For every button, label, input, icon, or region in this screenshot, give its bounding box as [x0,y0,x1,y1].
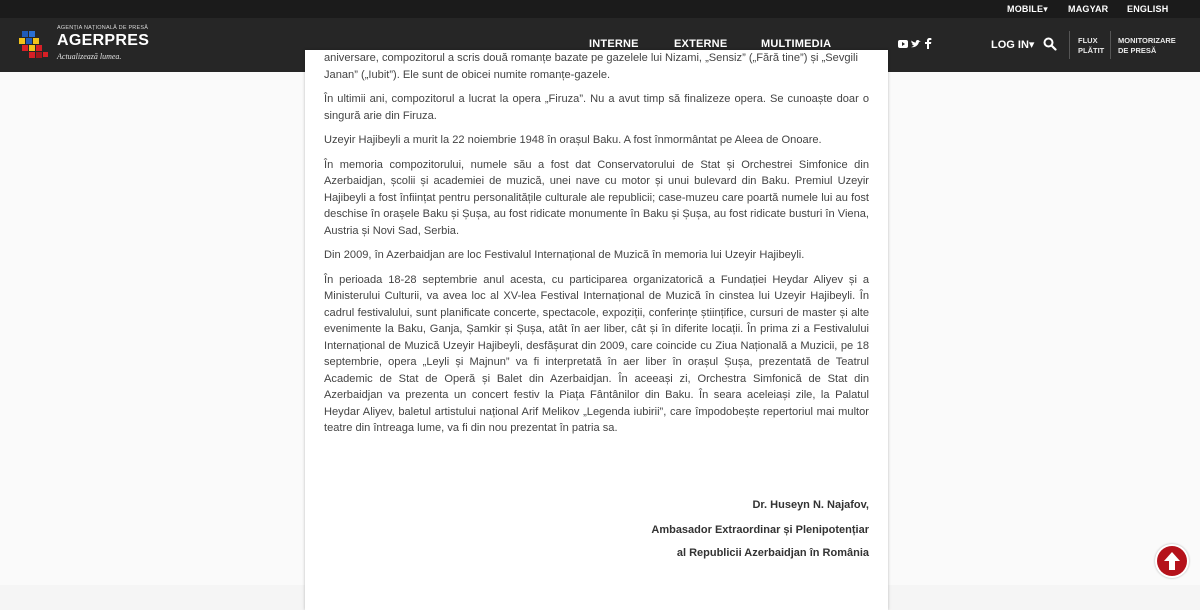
nav-interne[interactable]: INTERNE [589,38,639,50]
monitorizare-line1: MONITORIZARE [1118,36,1176,45]
youtube-icon[interactable] [898,39,908,49]
article-body [324,50,869,445]
top-utility-bar [0,0,1200,18]
monitorizare-line2: DE PRESĂ [1118,46,1157,55]
right-margin [888,72,1200,585]
nav-divider [1110,31,1111,59]
english-link[interactable]: ENGLISH [1127,4,1169,14]
signature-title: Ambasador Extraordinar și Plenipotențiar [651,524,869,536]
search-icon[interactable] [1043,37,1057,51]
flux-platit-line2: PLĂTIT [1078,46,1105,55]
nav-externe[interactable]: EXTERNE [674,38,728,50]
article-paragraph: Din 2009, în Azerbaidjan are loc Festivalul Internațional de Muzică în memoria lui Uzeyir Hajibeyli. [324,249,805,261]
article-cut-line-2: Janan” („Iubit”). Ele sunt de obicei numite romanțe-gazele. [324,68,611,81]
login-menu[interactable]: LOG IN▾ [991,39,1035,51]
logo-agency-text: AGENȚIA NAȚIONALĂ DE PRESĂ [57,25,149,31]
monitorizare-link[interactable] [1118,36,1176,56]
article-paragraph: Uzeyir Hajibeyli a murit la 22 noiembrie 1948 în orașul Baku. A fost înmormântat pe Aleea de Onoare. [324,134,822,146]
left-margin [0,72,305,585]
facebook-icon[interactable] [924,38,932,49]
logo-tagline: Actualizează lumea. [57,52,122,61]
article-container [305,50,888,610]
flux-platit-link[interactable] [1078,36,1104,56]
logo-name: AGERPRES [57,32,150,49]
nav-multimedia[interactable]: MULTIMEDIA [761,38,832,50]
mobile-link[interactable]: MOBILE▾ [1007,4,1048,14]
nav-divider [1069,31,1070,59]
article-paragraph-cut [324,50,869,83]
signature-name: Dr. Huseyn N. Najafov, [752,499,869,511]
article-paragraph: În memoria compozitorului, numele său a fost dat Conservatorului de Stat și Orchestrei Simfonice din Azerbaidjan, școlii și academiei de muzică, unei nave cu motor și unui bulevard din Baku. Premiul Uzeyir Hajibeyli a fost înființat pentru personalitățile culturale ale republicii; case-muzeu care poartă numele lui au fost deschise în orașele Baku și Șușa, au fost ridicate monumente în Baku și Șușa, au fost ridicate busturi în Viena, Austria și Novi Sad, Serbia. [324,158,869,237]
scroll-to-top-button[interactable] [1157,546,1187,576]
agerpres-logo-icon [19,29,53,63]
article-paragraph: În perioada 18-28 septembrie anul acesta, cu participarea organizatorică a Fundației Heydar Aliyev și a Ministerului Culturii, va avea loc al XV-lea Festival Internațional de Muzică în cinstea lui Uzeyir Hajibeyli. În cadrul festivalului, sunt planificate concerte, spectacole, expoziții, conferințe științifice, cursuri de master și alte evenimente la Baku, Ganja, Șamkir și Șușa, atât în aer liber, cât și în diferite locații. În prima zi a Festivalului Internațional de Muzică Uzeyir Hajibeyli, desfășurat din 2009, care coincide cu Ziua Națională a Muzicii, pe 18 septembrie, opera „Leyli și Majnun” va fi interpretată în aer liber în orașul Șușa, prezentată de Teatrul Academic de Stat de Operă și Balet din Azerbaidjan. În aceeași zi, Orchestra Simfonică de Stat din Azerbaidjan va prezenta un concert festiv la Piața Fântânilor din Baku. În seara aceleiași zile, la Palatul Heydar Aliyev, baletul artistului național Arif Melikov „Legenda iubirii”, care împodobește repertoriul mai multor teatre din întreaga lume, va fi din nou prezentat în patria sa. [324,273,869,434]
magyar-link[interactable]: MAGYAR [1068,4,1109,14]
article-cut-line-1: aniversare, compozitorul a scris două romanțe bazate pe gazelele lui Nizami, „Sensiz” („Fără tine”) și „Sevgili [324,52,858,64]
arrow-up-icon [1163,551,1181,571]
flux-platit-line1: FLUX [1078,36,1098,45]
signature-country: al Republicii Azerbaidjan în România [676,547,869,559]
twitter-icon[interactable] [911,39,921,49]
article-paragraph: În ultimii ani, compozitorul a lucrat la opera „Firuza”. Nu a avut timp să finalizeze opera. Se cunoaște doar o singură arie din Firuza. [324,93,869,122]
